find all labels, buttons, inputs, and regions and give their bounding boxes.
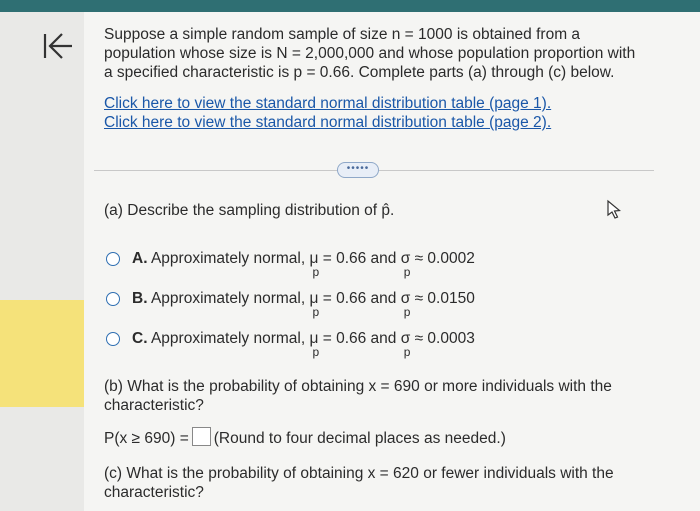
option-b-radio[interactable] bbox=[106, 292, 120, 306]
back-to-start-icon[interactable] bbox=[40, 30, 74, 62]
question-panel bbox=[84, 12, 700, 511]
part-a-question: (a) Describe the sampling distribution of p̂. bbox=[104, 202, 395, 219]
part-b-prefix: P(x ≥ 690) = bbox=[104, 430, 189, 447]
table-links bbox=[104, 94, 624, 132]
normal-table-link-page-1[interactable]: Click here to view the standard normal distribution table (page 1). bbox=[104, 95, 552, 112]
problem-statement: Suppose a simple random sample of size n = 1000 is obtained from a population whose size is N = 2,000,000 and whose population proportion with a specified characteristic is p = 0.66. Complete parts (a) through (c) below. bbox=[104, 26, 636, 81]
option-a-radio[interactable] bbox=[106, 252, 120, 266]
option-b[interactable] bbox=[106, 288, 586, 324]
part-b-question: (b) What is the probability of obtaining x = 690 or more individuals with the characteristic? bbox=[104, 378, 612, 414]
top-bar bbox=[0, 0, 700, 12]
mu-symbol: μ p bbox=[309, 330, 320, 359]
part-b-answer-line bbox=[104, 427, 506, 448]
sigma-symbol: σ p bbox=[400, 250, 411, 279]
mouse-pointer-icon bbox=[602, 198, 626, 222]
part-b-instruction: (Round to four decimal places as needed.) bbox=[213, 430, 506, 447]
option-c[interactable] bbox=[106, 328, 586, 364]
part-b-answer-input[interactable] bbox=[192, 427, 211, 446]
left-panel bbox=[0, 12, 84, 511]
part-c-question: (c) What is the probability of obtaining x = 620 or fewer individuals with the characteristic? bbox=[104, 465, 614, 501]
sigma-symbol: σ p bbox=[400, 290, 411, 319]
expand-button[interactable]: ••••• bbox=[337, 162, 379, 178]
option-a-text: A. Approximately normal, μ p = 0.66 and σ p ≈ 0.0002 bbox=[132, 250, 475, 279]
sigma-symbol: σ p bbox=[400, 330, 411, 359]
option-a[interactable] bbox=[106, 248, 586, 284]
mu-symbol: μ p bbox=[309, 290, 320, 319]
option-c-radio[interactable] bbox=[106, 332, 120, 346]
mu-symbol: μ p bbox=[309, 250, 320, 279]
option-b-text: B. Approximately normal, μ p = 0.66 and σ p ≈ 0.0150 bbox=[132, 290, 475, 319]
normal-table-link-page-2[interactable]: Click here to view the standard normal distribution table (page 2). bbox=[104, 114, 552, 131]
option-c-text: C. Approximately normal, μ p = 0.66 and σ p ≈ 0.0003 bbox=[132, 330, 475, 359]
highlight-block bbox=[0, 300, 84, 407]
